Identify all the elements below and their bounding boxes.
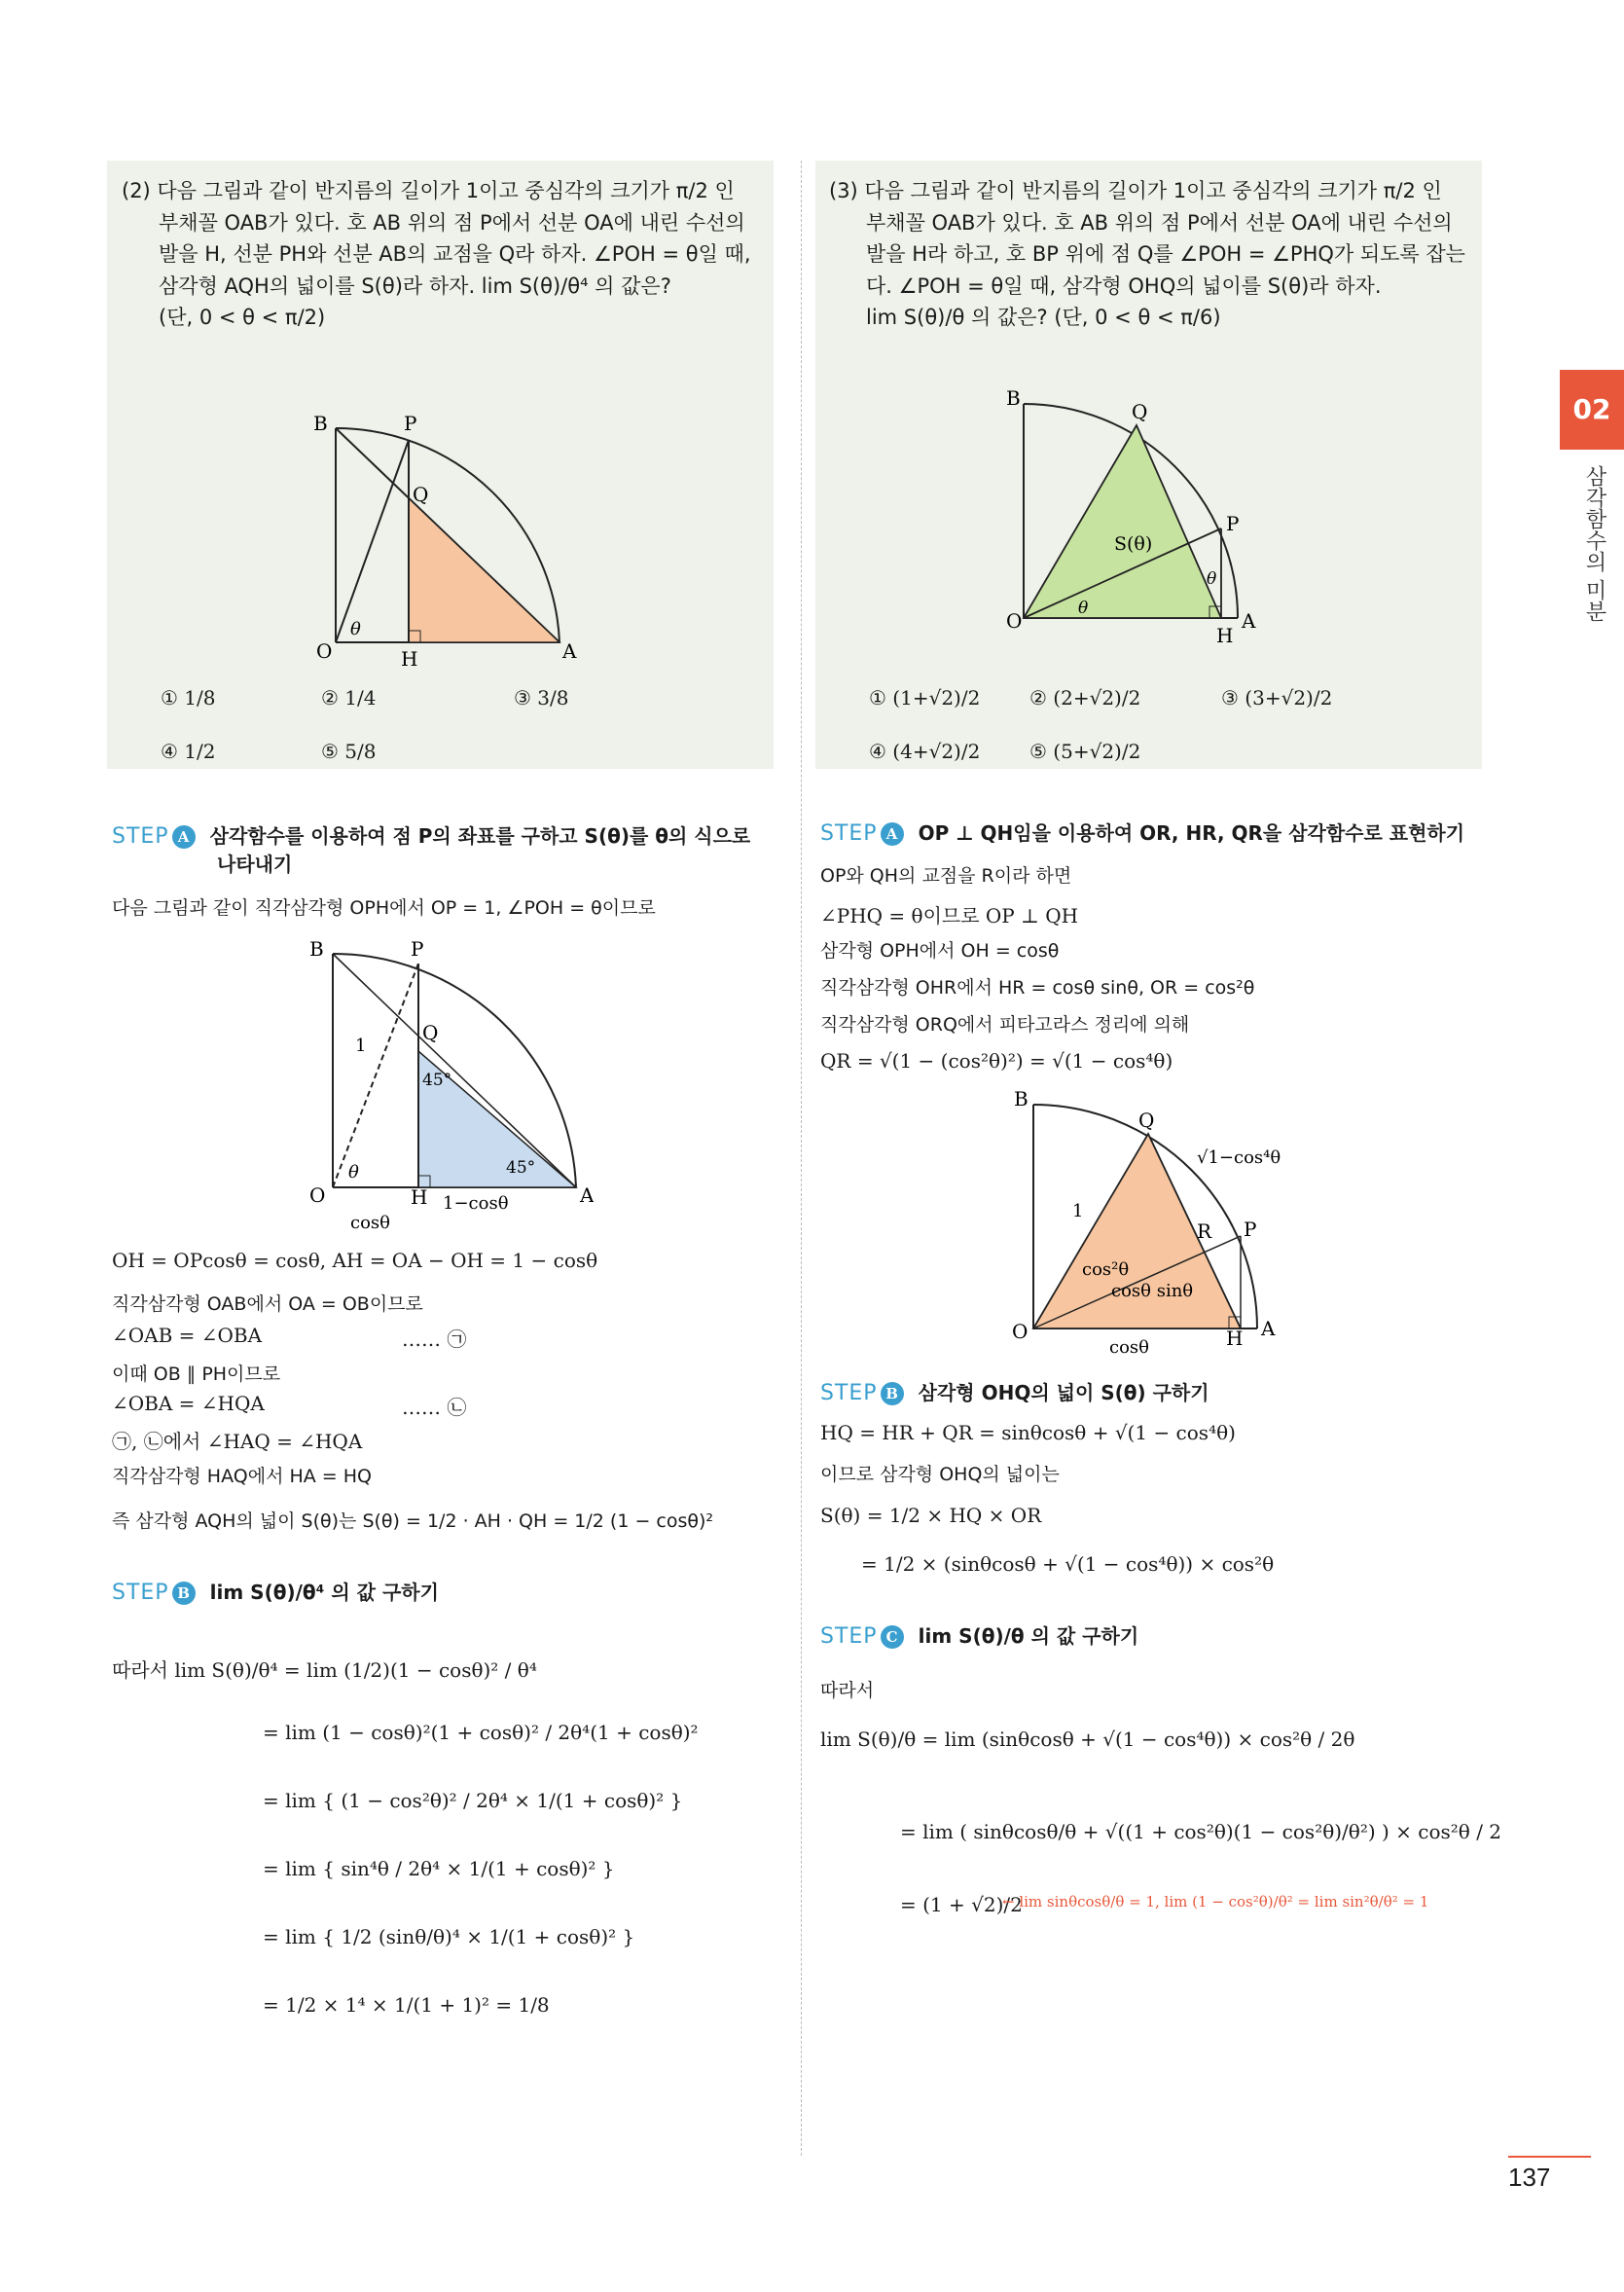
label-B: B xyxy=(313,412,328,435)
right-problem-figure xyxy=(1002,389,1284,662)
fig2-label-A: A xyxy=(580,1183,594,1207)
right-choice-4: ④ (4+√2)/2 xyxy=(869,740,981,763)
step-title: lim S(θ)/θ⁴ 의 값 구하기 xyxy=(209,1581,439,1604)
fig2-label-B: B xyxy=(309,937,324,961)
fig2-label-O: O xyxy=(309,1183,326,1207)
right-stepA-line-3: 삼각형 OPH에서 OH = cosθ xyxy=(820,940,1060,962)
fig2-label-Q: Q xyxy=(422,1021,439,1044)
fig4-label-R: R xyxy=(1197,1219,1212,1243)
fig4-label-B: B xyxy=(1014,1090,1029,1110)
fig3-label-P: P xyxy=(1226,512,1240,535)
right-stepB-line-2: 이므로 삼각형 OHQ의 넓이는 xyxy=(820,1464,1060,1485)
left-problem-line-5: (단, 0 < θ < π/2) xyxy=(159,306,326,330)
fig2-angle-45-bottom: 45° xyxy=(506,1158,536,1178)
right-problem-line-3: 발을 H라 하고, 호 BP 위에 점 Q를 ∠POH = ∠PHQ가 되도록 잡는 xyxy=(866,242,1465,267)
left-choice-5: ⑤ 5/8 xyxy=(321,740,377,763)
right-choice-3: ③ (3+√2)/2 xyxy=(1221,686,1333,709)
step-tag: STEP xyxy=(820,821,878,846)
label-A: A xyxy=(562,639,577,663)
right-choice-1: ① (1+√2)/2 xyxy=(869,686,981,709)
step-title: 삼각형 OHQ의 넓이 S(θ) 구하기 xyxy=(918,1381,1209,1404)
right-stepA-line-6: QR = √(1 − (cos²θ)²) = √(1 − cos⁴θ) xyxy=(820,1049,1173,1073)
right-stepC-line-4: = (1 + √2)/2 xyxy=(900,1893,1023,1916)
fig3-label-B: B xyxy=(1006,389,1021,410)
step-tag: STEP xyxy=(820,1381,878,1405)
step-title: 삼각함수를 이용하여 점 P의 좌표를 구하고 S(θ)를 θ의 식으로 xyxy=(209,824,751,848)
right-stepA-line-1: OP와 QH의 교점을 R이라 하면 xyxy=(820,865,1072,887)
right-stepB-line-3: S(θ) = 1/2 × HQ × OR xyxy=(820,1504,1042,1527)
fig3-label-A: A xyxy=(1242,609,1256,633)
fig2-cos: cosθ xyxy=(350,1213,390,1233)
fig4-label-H: H xyxy=(1226,1327,1244,1350)
left-stepA-line-6: ∠OBA = ∠HQA xyxy=(112,1392,265,1415)
fig2-1-cos: 1−cosθ xyxy=(443,1193,509,1214)
step-title: lim S(θ)/θ 의 값 구하기 xyxy=(918,1624,1139,1648)
fig3-label-Q: Q xyxy=(1132,400,1148,423)
fig3-theta-2: θ xyxy=(1207,569,1217,589)
left-problem-line-1: (2) 다음 그림과 같이 반지름의 길이가 1이고 중심각의 크기가 π/2 인 xyxy=(122,179,735,202)
label-P: P xyxy=(404,412,417,435)
left-stepB-line-2: = lim (1 − cosθ)²(1 + cosθ)² / 2θ⁴(1 + cosθ)² xyxy=(263,1721,699,1744)
right-problem-line-2: 부채꼴 OAB가 있다. 호 AB 위의 점 P에서 선분 OA에 내린 수선의 xyxy=(866,210,1453,235)
left-stepB-line-3: = lim { (1 − cos²θ)² / 2θ⁴ × 1/(1 + cosθ)² } xyxy=(263,1789,683,1812)
left-stepB-header xyxy=(112,1577,439,1605)
page-number-rule xyxy=(1508,2156,1591,2158)
right-stepC-note: ← lim sinθcosθ/θ = 1, lim (1 − cos²θ)/θ² = lim sin²θ/θ² = 1 xyxy=(1002,1893,1429,1910)
fig2-label-1: 1 xyxy=(355,1036,367,1056)
right-stepC-line-2: lim S(θ)/θ = lim (sinθcosθ + √(1 − cos⁴θ)) × cos²θ / 2θ xyxy=(820,1728,1355,1751)
left-problem-figure xyxy=(292,409,584,672)
right-stepA-figure xyxy=(1002,1090,1314,1367)
left-stepA-line-8: 직각삼각형 HAQ에서 HA = HQ xyxy=(112,1466,372,1487)
chapter-tab-title: 삼각함수의 미분 xyxy=(1582,465,1606,622)
right-stepA-line-4: 직각삼각형 OHR에서 HR = cosθ sinθ, OR = cos²θ xyxy=(820,977,1255,999)
left-stepA-line-4: ∠OAB = ∠OBA xyxy=(112,1324,263,1347)
fig3-label-H: H xyxy=(1216,624,1234,647)
step-title-2: 나타내기 xyxy=(217,853,293,876)
right-problem-text xyxy=(829,175,1471,334)
left-choice-4: ④ 1/2 xyxy=(161,740,216,763)
left-problem-line-2: 부채꼴 OAB가 있다. 호 AB 위의 점 P에서 선분 OA에 내린 수선의 xyxy=(159,210,745,235)
page-number: 137 xyxy=(1508,2163,1551,2192)
fig2-label-H: H xyxy=(411,1185,428,1209)
fig3-theta-1: θ xyxy=(1078,599,1089,618)
fig4-label-1: 1 xyxy=(1072,1201,1084,1221)
fig4-label-P: P xyxy=(1244,1218,1257,1241)
left-stepB-line-4: = lim { sin⁴θ / 2θ⁴ × 1/(1 + cosθ)² } xyxy=(263,1857,615,1880)
step-title: OP ⊥ QH임을 이용하여 OR, HR, QR을 삼각함수로 표현하기 xyxy=(918,821,1465,845)
left-choice-2: ② 1/4 xyxy=(321,686,377,709)
fig2-angle-45-top: 45° xyxy=(422,1071,452,1090)
left-stepA-line-3: 직각삼각형 OAB에서 OA = OB이므로 xyxy=(112,1293,423,1315)
right-choice-5: ⑤ (5+√2)/2 xyxy=(1029,740,1141,763)
column-divider xyxy=(801,161,802,2156)
right-problem-line-1: (3) 다음 그림과 같이 반지름의 길이가 1이고 중심각의 크기가 π/2 인 xyxy=(829,179,1442,202)
right-stepA-line-2: ∠PHQ = θ이므로 OP ⊥ QH xyxy=(820,904,1079,928)
step-tag: STEP xyxy=(820,1624,878,1649)
step-tag: STEP xyxy=(112,1581,169,1605)
label-H: H xyxy=(401,647,418,671)
left-problem-line-3: 발을 H, 선분 PH와 선분 AB의 교점을 Q라 하자. ∠POH = θ일 때, xyxy=(159,242,751,267)
left-stepB-line-6: = 1/2 × 1⁴ × 1/(1 + 1)² = 1/8 xyxy=(263,1993,550,2017)
left-stepA-line-9: 즉 삼각형 AQH의 넓이 S(θ)는 S(θ) = 1/2 · AH · QH = 1/2 (1 − cosθ)² xyxy=(112,1510,714,1532)
left-stepA-line-7: ㉠, ㉡에서 ∠HAQ = ∠HQA xyxy=(112,1430,363,1453)
fig4-label-A: A xyxy=(1261,1317,1276,1340)
left-choice-1: ① 1/8 xyxy=(161,686,216,709)
fig2-label-P: P xyxy=(411,937,424,961)
left-stepB-line-1: 따라서 lim S(θ)/θ⁴ = lim (1/2)(1 − cosθ)² / θ⁴ xyxy=(112,1658,537,1682)
step-letter: C xyxy=(881,1625,904,1649)
right-stepB-line-4: = 1/2 × (sinθcosθ + √(1 − cos⁴θ)) × cos²θ xyxy=(861,1552,1275,1576)
left-problem-line-4: 삼각형 AQH의 넓이를 S(θ)라 하자. lim S(θ)/θ⁴ 의 값은? xyxy=(159,273,671,298)
left-stepA-mark-2: …… ㉡ xyxy=(402,1396,467,1419)
fig4-sqrt: √1−cos⁴θ xyxy=(1197,1147,1281,1168)
fig2-theta: θ xyxy=(348,1162,359,1182)
right-stepA-header xyxy=(820,818,1464,846)
fig3-label-O: O xyxy=(1006,609,1023,633)
step-letter: A xyxy=(172,825,196,849)
left-problem-text xyxy=(122,175,764,334)
chapter-tab-number: 02 xyxy=(1560,370,1624,450)
step-tag: STEP xyxy=(112,824,169,849)
left-stepA-line-5: 이때 OB ∥ PH이므로 xyxy=(112,1364,281,1385)
label-theta: θ xyxy=(350,619,361,639)
label-Q: Q xyxy=(413,483,429,506)
right-stepC-line-3: = lim ( sinθcosθ/θ + √((1 + cos²θ)(1 − cos²θ)/θ²) ) × cos²θ / 2 xyxy=(900,1820,1502,1843)
right-choice-2: ② (2+√2)/2 xyxy=(1029,686,1141,709)
right-stepB-header xyxy=(820,1377,1209,1405)
left-stepB-line-5: = lim { 1/2 (sinθ/θ)⁴ × 1/(1 + cosθ)² } xyxy=(263,1925,635,1948)
fig3-label-S: S(θ) xyxy=(1114,533,1153,555)
left-stepA-line-2: OH = OPcosθ = cosθ, AH = OA − OH = 1 − cosθ xyxy=(112,1249,598,1272)
right-stepC-header xyxy=(820,1620,1138,1649)
fig4-label-O: O xyxy=(1012,1320,1029,1343)
step-letter: B xyxy=(172,1582,196,1605)
fig4-cossin: cosθ sinθ xyxy=(1111,1281,1194,1301)
right-stepC-line-1: 따라서 xyxy=(820,1680,875,1701)
label-O: O xyxy=(316,639,333,663)
left-stepA-figure xyxy=(302,934,594,1236)
right-problem-line-4: 다. ∠POH = θ일 때, 삼각형 OHQ의 넓이를 S(θ)라 하자. xyxy=(866,273,1382,298)
fig4-cos2: cos²θ xyxy=(1082,1259,1130,1280)
right-stepB-line-1: HQ = HR + QR = sinθcosθ + √(1 − cos⁴θ) xyxy=(820,1421,1236,1444)
left-stepA-header xyxy=(112,820,774,877)
fig4-cos: cosθ xyxy=(1109,1337,1149,1358)
fig4-label-Q: Q xyxy=(1138,1109,1155,1132)
left-stepA-line-1: 다음 그림과 같이 직각삼각형 OPH에서 OP = 1, ∠POH = θ이므로 xyxy=(112,897,656,919)
left-stepA-mark-1: …… ㉠ xyxy=(402,1328,467,1351)
right-problem-line-5: lim S(θ)/θ 의 값은? (단, 0 < θ < π/6) xyxy=(866,306,1221,330)
step-letter: A xyxy=(881,822,904,846)
step-letter: B xyxy=(881,1382,904,1405)
left-choice-3: ③ 3/8 xyxy=(514,686,569,709)
right-stepA-line-5: 직각삼각형 ORQ에서 피타고라스 정리에 의해 xyxy=(820,1014,1190,1036)
